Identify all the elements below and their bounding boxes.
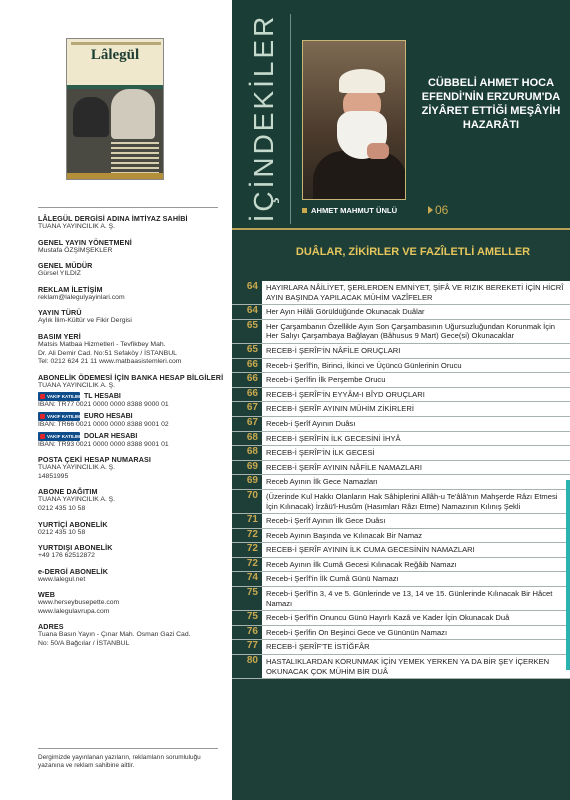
contents-panel	[232, 0, 570, 800]
imprint-text: No: 50/A Bağcılar / İSTANBUL	[38, 640, 130, 648]
imprint-heading: WEB	[38, 590, 56, 600]
imprint-heading: POSTA ÇEKİ HESAP NUMARASI	[38, 455, 151, 465]
imprint-text: www.lalegul.net	[38, 575, 86, 583]
page-edge-tab	[566, 480, 570, 670]
imprint-heading: YURTDIŞI ABONELİK	[38, 543, 113, 553]
imprint-text: TUANA YAYINCILIK A. Ş.	[38, 223, 116, 230]
cover-footer-bar	[67, 173, 163, 179]
toc-page-number: 74	[246, 572, 258, 584]
bank-account	[38, 412, 224, 421]
disclaimer-note: Dergimizde yayınlanan yazıların, reklamların sorumluluğu yazanına ve reklam sahibine aittir.	[38, 754, 201, 770]
toc-entry[interactable]	[232, 446, 570, 461]
imprint-heading: LÂLEGÜL DERGİSİ ADINA İMTİYAZ SAHİBİ	[38, 214, 188, 223]
cover-band	[67, 85, 163, 89]
toc-title: Receb Ayının Başında ve Kılınacak Bir Namaz	[262, 529, 570, 543]
imprint-block	[38, 308, 224, 326]
bank-logo: VAKIF KATILIM	[38, 432, 80, 441]
imprint-text: 0212 435 10 58	[38, 504, 86, 512]
toc-entry[interactable]	[232, 558, 570, 573]
toc-title: Receb-i Şerîfin İlk Perşembe Orucu	[262, 373, 570, 387]
toc-page-number: 72	[246, 543, 258, 555]
magazine-cover-thumbnail[interactable]	[66, 38, 164, 180]
bank-logo: VAKIF KATILIM	[38, 412, 80, 421]
toc-title: Receb-i Şerîf'in, Birinci, İkinci ve Üçüncü Günlerinin Orucu	[262, 359, 570, 373]
imprint-text: TUANA YAYINCILIK A. Ş.	[38, 381, 116, 389]
toc-page-number: 77	[246, 640, 258, 652]
toc-entry[interactable]	[232, 626, 570, 641]
featured-page-number[interactable]	[428, 203, 448, 217]
contents-heading	[234, 13, 294, 228]
imprint-block	[38, 543, 224, 561]
photo-turban	[339, 69, 385, 93]
toc-title: Her Çarşambanın Özellikle Ayın Son Çarşambasının Uğursuzluğundan Korunmak İçin Her Salıyı Çarşambaya Bağlayan (Bâhusus 9 Mart) Gece(si) Okunacaklar	[262, 320, 570, 343]
imprint-text: TUANA YAYINCILIK A. Ş.	[38, 464, 116, 472]
toc-entry[interactable]	[232, 402, 570, 417]
toc-page-number: 72	[246, 557, 258, 569]
toc-entry[interactable]	[232, 514, 570, 529]
toc-title: RECEB-İ ŞERÎF AYININ MÜHİM ZİKİRLERİ	[262, 402, 570, 416]
toc-page-number: 72	[246, 528, 258, 540]
toc-entry[interactable]	[232, 490, 570, 514]
toc-entry[interactable]	[232, 281, 570, 305]
cover-tagline-bar	[71, 42, 161, 45]
toc-entry[interactable]	[232, 373, 570, 388]
toc-page-number: 65	[246, 343, 258, 355]
iban-text: İBAN: TR93 0021 0000 0000 8388 9001 01	[38, 440, 169, 448]
divider	[38, 207, 218, 208]
featured-title[interactable]: CÜBBELİ AHMET HOCA EFENDİ'NİN ERZURUM'DA ZİYÂRET ETTİĞİ MEŞÂYİH HAZARÂTI	[421, 77, 561, 131]
featured-photo[interactable]	[302, 40, 406, 200]
toc-title: Receb Ayının İlk Gece Namazları	[262, 475, 570, 489]
cover-figure-right	[111, 89, 155, 139]
toc-title: RECEB-İ ŞERÎF AYININ İLK CUMA GECESİNİN NAMAZLARI	[262, 543, 570, 557]
imprint-text: Gürsel YILDIZ	[38, 270, 81, 278]
toc-page-number: 69	[246, 475, 258, 487]
toc-page-number: 75	[246, 587, 258, 599]
toc-entry[interactable]	[232, 305, 570, 320]
toc-entry[interactable]	[232, 587, 570, 611]
imprint-block	[38, 238, 224, 256]
toc-page-number: 75	[246, 611, 258, 623]
toc-page-number: 71	[246, 514, 258, 526]
toc-list	[232, 281, 570, 679]
imprint-text: Tuana Basın Yayın - Çınar Mah. Osman Gazi Cad.	[38, 631, 191, 639]
imprint-block	[38, 520, 224, 538]
toc-page-number: 76	[246, 625, 258, 637]
imprint-heading: YAYIN TÜRÜ	[38, 308, 82, 318]
contents-title: İÇİNDEKİLER	[248, 13, 279, 223]
bank-account	[38, 392, 224, 401]
toc-title: RECEB-İ ŞERÎF'İN EYYÂM-I BÎYD ORUÇLARI	[262, 388, 570, 402]
imprint-heading: GENEL MÜDÜR	[38, 261, 93, 271]
toc-page-number: 68	[246, 446, 258, 458]
toc-entry[interactable]	[232, 417, 570, 432]
toc-page-number: 67	[246, 402, 258, 414]
toc-title: HASTALIKLARDAN KORUNMAK İÇİN YEMEK YERKEN YA DA BİR ŞEY İÇERKEN OKUNACAK ÇOK MÜHİM BİR DUÂ	[262, 655, 570, 678]
toc-page-number: 66	[246, 358, 258, 370]
featured-author	[302, 206, 397, 215]
toc-title: RECEB-İ ŞERÎF'TE İSTİĞFÂR	[262, 640, 570, 654]
imprint-block	[38, 487, 224, 513]
imprint-heading: ABONELİK ÖDEMESİ İÇİN BANKA HESAP BİLGİLERİ	[38, 372, 224, 382]
cover-figure-left	[73, 97, 109, 137]
imprint-heading: GENEL YAYIN YÖNETMENİ	[38, 237, 132, 247]
imprint-text: www.lalegulavrupa.com	[38, 607, 110, 615]
bank-account-title: EURO HESABI	[84, 412, 133, 420]
imprint-text: Matsis Matbaa Hizmetleri - Tevfikbey Mah.	[38, 340, 166, 348]
bank-account	[38, 432, 224, 441]
imprint-block	[38, 590, 224, 616]
toc-title: RECEB-İ ŞERÎF AYININ NÂFİLE NAMAZLARI	[262, 461, 570, 475]
section-title: DUÂLAR, ZİKİRLER VE FAZÎLETLİ AMELLER	[295, 246, 531, 258]
imprint-text: Mustafa ÖZŞİMŞEKLER	[38, 246, 113, 254]
imprint-block	[38, 373, 224, 449]
toc-entry[interactable]	[232, 655, 570, 679]
toc-title: (Üzerinde Kul Hakkı Olanların Hak Sâhiplerini Allâh-u Te'âlâ'nın Mahşerde Râzı Etmesi İçin Kılınacak) İrzâü'l-Husûm (Hasımları Râzı Etme) Namazının Kılınış Şekli	[262, 490, 570, 513]
toc-page-number: 64	[246, 305, 258, 317]
toc-title: Receb Ayının İlk Cumâ Gecesi Kılınacak Reğâib Namazı	[262, 558, 570, 572]
imprint-text: Dr. Ali Demir Cad. No:51 Sefaköy / İSTANBUL	[38, 349, 177, 357]
imprint-block	[38, 622, 224, 648]
gold-divider	[232, 228, 570, 230]
toc-title: Receb-i Şerîf'in İlk Cumâ Günü Namazı	[262, 572, 570, 586]
imprint-heading: ADRES	[38, 622, 64, 632]
imprint-text: 14851995	[38, 472, 69, 480]
imprint-block	[38, 285, 224, 303]
imprint-text: www.herseybusepette.com	[38, 599, 120, 607]
toc-title: Receb-i Şerîf'in Onuncu Günü Hayırlı Kazâ ve Kader İçin Okunacak Duâ	[262, 611, 570, 625]
toc-title: RECEB-İ ŞERÎF'İN NÂFİLE ORUÇLARI	[262, 344, 570, 358]
toc-page-number: 69	[246, 460, 258, 472]
toc-title: Receb-i Şerîf Ayının İlk Gece Duâsı	[262, 514, 570, 528]
imprint-heading: BASIM YERİ	[38, 331, 81, 341]
toc-entry[interactable]	[232, 529, 570, 544]
imprint-heading: REKLAM İLETİŞİM	[38, 284, 103, 294]
toc-title: Receb-i Şerîf'in 3, 4 ve 5. Günlerinde ve 13, 14 ve 15. Günlerinde Kılınacak Bir Hâcet Namazı	[262, 587, 570, 610]
imprint-list	[38, 214, 224, 655]
imprint-heading: YURTİÇİ ABONELİK	[38, 519, 108, 529]
author-name: AHMET MAHMUT ÜNLÜ	[311, 206, 398, 215]
toc-entry[interactable]	[232, 320, 570, 344]
toc-entry[interactable]	[232, 640, 570, 655]
cover-logo: Lâlegül	[90, 47, 140, 63]
imprint-text: TUANA YAYINCILIK A. Ş.	[38, 496, 116, 504]
toc-entry[interactable]	[232, 543, 570, 558]
toc-page-number: 64	[246, 281, 258, 292]
imprint-block	[38, 455, 224, 481]
imprint-text: Tel: 0212 624 21 11 www.matbaasistemleri.com	[38, 358, 182, 366]
imprint-block	[38, 567, 224, 585]
toc-entry[interactable]	[232, 475, 570, 490]
toc-entry[interactable]	[232, 344, 570, 359]
toc-page-number: 70	[246, 489, 258, 501]
toc-entry[interactable]	[232, 432, 570, 447]
bank-account-title: DOLAR HESABI	[84, 432, 138, 440]
imprint-heading: e-DERGİ ABONELİK	[38, 566, 109, 576]
arrow-right-icon	[428, 206, 433, 214]
toc-entry[interactable]	[232, 388, 570, 403]
toc-entry[interactable]	[232, 461, 570, 476]
toc-title: HAYIRLARA NÂİLİYET, ŞERLERDEN EMNİYET, ŞİFÂ VE RIZIK BEREKETİ İÇİN HİCRÎ AYIN BAŞINDA YAPILACAK MÜHİM VAZÎFELER	[262, 281, 570, 304]
iban-text: İBAN: TR77 0021 0000 0000 8388 9000 01	[38, 401, 169, 409]
toc-page-number: 65	[246, 319, 258, 331]
toc-page-number: 80	[246, 655, 258, 667]
toc-page-number: 66	[246, 387, 258, 399]
imprint-heading: ABONE DAĞITIM	[38, 487, 98, 497]
toc-title: RECEB-İ ŞERÎF'İN İLK GECESİ	[262, 446, 570, 460]
toc-entry[interactable]	[232, 359, 570, 374]
iban-text: İBAN: TR66 0021 0000 0000 8388 9001 02	[38, 420, 169, 428]
imprint-text: reklam@lalegulyayinlari.com	[38, 293, 125, 301]
photo-hand	[367, 143, 389, 159]
imprint-text: 0212 435 10 58	[38, 528, 86, 536]
toc-entry[interactable]	[232, 611, 570, 626]
imprint-text: +49 176 62512872	[38, 552, 95, 560]
cover-headline-lines	[111, 139, 159, 177]
bank-logo: VAKIF KATILIM	[38, 392, 80, 401]
imprint-column	[0, 0, 232, 800]
toc-title: Her Ayın Hilâli Görüldüğünde Okunacak Duâlar	[262, 305, 570, 319]
imprint-block	[38, 214, 224, 232]
bullet-icon	[302, 208, 307, 213]
toc-page-number: 68	[246, 431, 258, 443]
toc-entry[interactable]	[232, 572, 570, 587]
toc-title: RECEB-İ ŞERÎFİN İLK GECESİNİ İHYÂ	[262, 432, 570, 446]
toc-title: Receb-i Şerîf Ayının Duâsı	[262, 417, 570, 431]
page-number: 06	[435, 203, 449, 217]
toc-page-number: 66	[246, 373, 258, 385]
divider	[38, 748, 218, 749]
toc-page-number: 67	[246, 416, 258, 428]
imprint-block	[38, 332, 224, 367]
bank-account-title: TL HESABI	[84, 393, 121, 401]
imprint-text: Aylık İlim-Kültür ve Fikir Dergisi	[38, 317, 132, 325]
toc-title: Receb-i Şerîfin On Beşinci Gece ve Gününün Namazı	[262, 626, 570, 640]
imprint-block	[38, 261, 224, 279]
